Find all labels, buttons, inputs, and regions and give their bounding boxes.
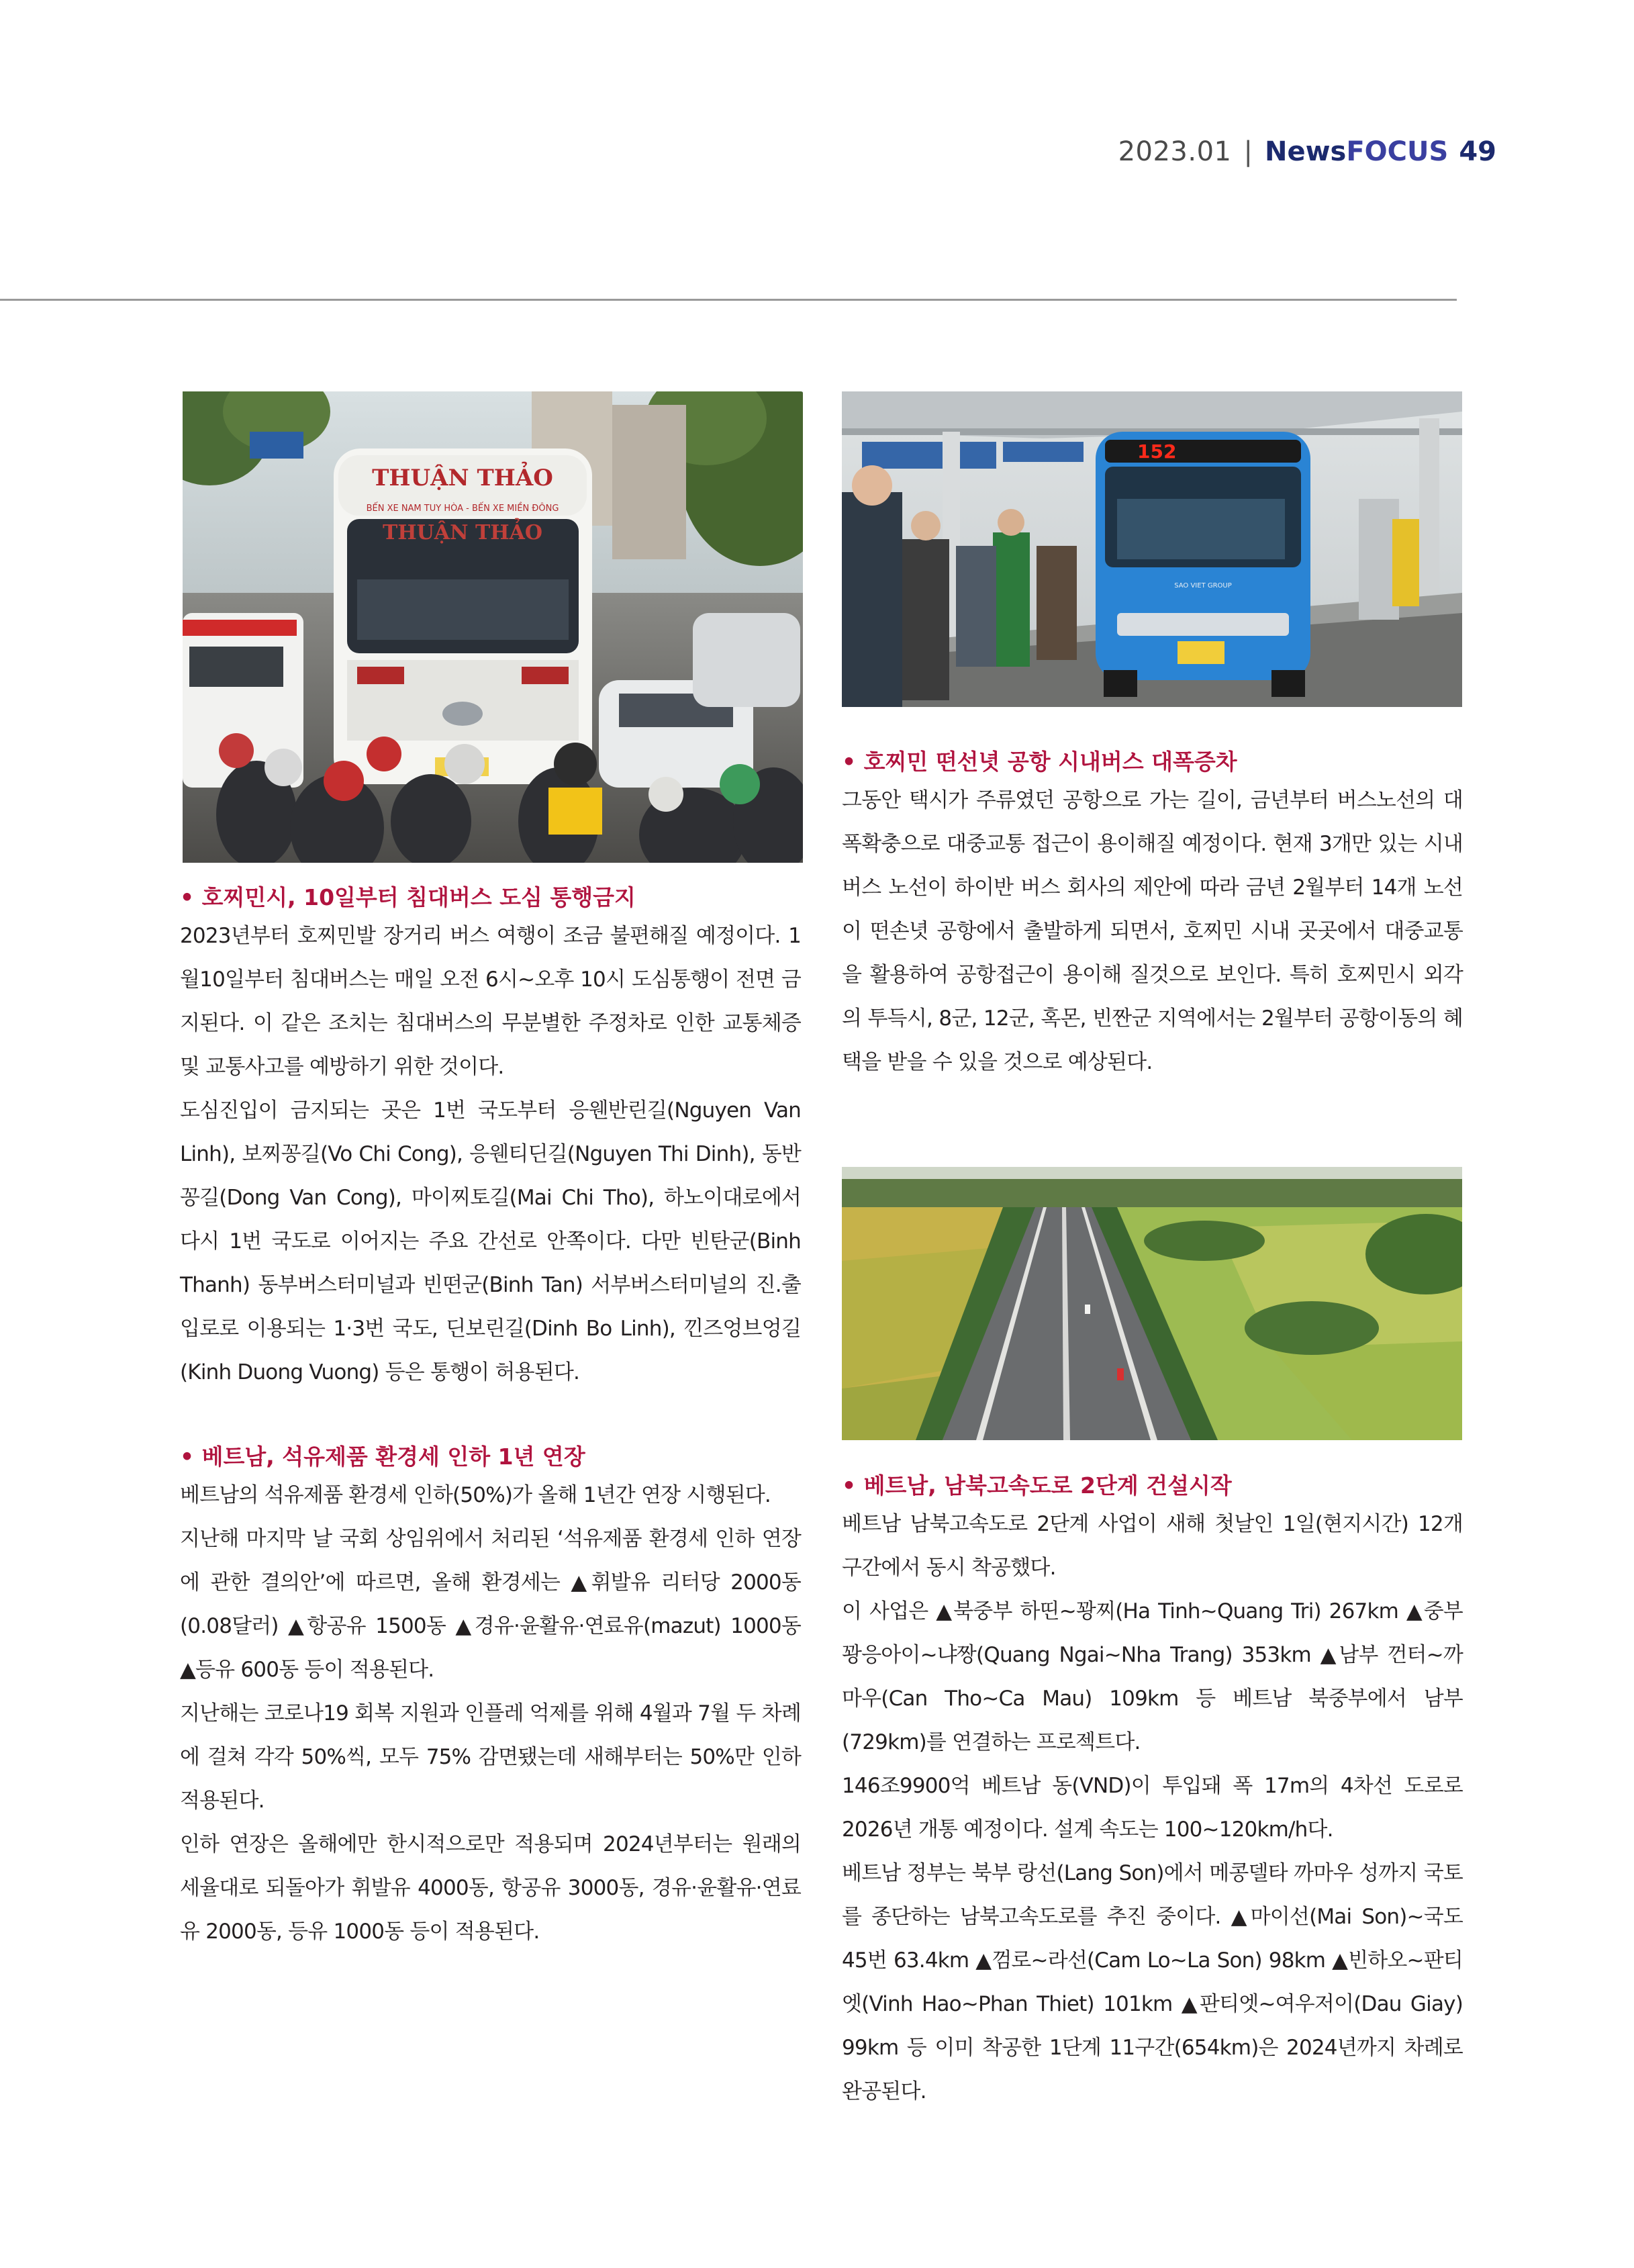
fuel-tax-paragraph: 베트남의 석유제품 환경세 인하(50%)가 올해 1년간 연장 시행된다. [180,1483,771,1507]
bus-ban-paragraph: 도심진입이 금지되는 곳은 1번 국도부터 응웬반린길(Nguyen Van Linh), 보찌꽁길(Vo Chi Cong), 응웬티딘길(Nguyen Thi Dinh), 동반꽁길(Dong Van Cong), 마이찌토길(Mai Chi Tho), 하노이대로에서 다시 1번 국도로 이어지는 주요 간선로 안쪽이다. 다만 빈탄군(Binh Thanh) 동부버스터미널과 빈떤군(Binh Tan) 서부버스터미널의 진.출입로로 이용되는 1·3번 국도, 딘보린길(Dinh Bo Linh), 낀즈엉브엉길(Kinh Duong Vuong) 등은 통행이 허용된다. [180,1098,801,1384]
expressway-paragraph: 베트남 남북고속도로 2단계 사업이 새해 첫날인 1일(현지시간) 12개 구간에서 동시 착공했다. [842,1512,1463,1580]
expressway-paragraph: 146조9900억 베트남 동(VND)이 투입돼 폭 17m의 4차선 도로로 2026년 개통 예정이다. 설계 속도는 100~120km/h다. [842,1774,1463,1842]
expressway-heading: • 베트남, 남북고속도로 2단계 건설시작 [842,1472,1232,1499]
bus-ban-paragraph: 2023년부터 호찌민발 장거리 버스 여행이 조금 불편해질 예정이다. 1월10일부터 침대버스는 매일 오전 6시~오후 10시 도심통행이 전면 금지된다. 이 같은 조치는 침대버스의 무분별한 주정차로 인한 교통체증 및 교통사고를 예방하기 위한 것이다. [180,924,801,1079]
header-rule [0,299,1457,301]
svg-text:THUẬN THẢO: THUẬN THẢO [372,465,553,491]
fuel-tax-paragraph: 인하 연장은 올해에만 한시적으로만 적용되며 2024년부터는 원래의 세율대로 되돌아가 휘발유 4000동, 항공유 3000동, 경유·윤활유·연료유 2000동, 등유 1000동 등이 적용된다. [180,1832,801,1944]
fuel-tax-paragraph: 지난해 마지막 날 국회 상임위에서 처리된 ‘석유제품 환경세 인하 연장에 관한 결의안’에 따르면, 올해 환경세는 ▲휘발유 리터당 2000동(0.08달러) ▲항공유 1500동 ▲경유·윤활유·연료유(mazut) 1000동 ▲등유 600동 등이 적용된다. [180,1527,801,1682]
expressway-paragraph: 이 사업은 ▲북중부 하띤~꽝찌(Ha Tinh~Quang Tri) 267km ▲중부 꽝응아이~냐짱(Quang Ngai~Nha Trang) 353km ▲남부 껀터~까마우(Can Tho~Ca Mau) 109km 등 베트남 북중부에서 남부(729km)를 연결하는 프로젝트다. [842,1599,1463,1754]
svg-text:BẾN XE NAM TUY HÒA - BẾN XE MI: BẾN XE NAM TUY HÒA - BẾN XE MIỀN ĐÔNG [366,504,559,514]
svg-text:THUẬN THẢO: THUẬN THẢO [382,521,543,545]
fuel-tax-paragraph: 지난해는 코로나19 회복 지원과 인플레 억제를 위해 4월과 7월 두 차례에 걸쳐 각각 50%씩, 모두 75% 감면됐는데 새해부터는 50%만 인하 적용된다. [180,1701,801,1813]
fuel-tax-heading: • 베트남, 석유제품 환경세 인하 1년 연장 [180,1444,585,1470]
right-column-bottom [842,1469,1463,2114]
expressway-paragraph: 베트남 정부는 북부 랑선(Lang Son)에서 메콩델타 까마우 성까지 국토를 종단하는 남북고속도로를 추진 중이다. ▲마이선(Mai Son)~국도 45번 63.4km ▲껌로~라선(Cam Lo~La Son) 98km ▲빈하오~판티엣(Vinh Hao~Phan Thiet) 101km ▲판티엣~여우저이(Dau Giay) 99km 등 이미 착공한 1단계 11구간(654km)은 2024년까지 차례로 완공된다. [842,1861,1463,2104]
svg-text:SAO VIET GROUP: SAO VIET GROUP [1174,582,1232,589]
airport-bus-heading: • 호찌민 떤선녓 공항 시내버스 대폭증차 [842,749,1237,775]
airport-bus-photo [842,391,1462,707]
airport-bus-paragraph: 그동안 택시가 주류였던 공항으로 가는 길이, 금년부터 버스노선의 대폭확충으로 대중교통 접근이 용이해질 예정이다. 현재 3개만 있는 시내버스 노선이 하이반 버스 회사의 제안에 따라 금년 2월부터 14개 노선이 떤손녓 공항에서 출발하게 되면서, 호찌민 시내 곳곳에서 대중교통을 활용하여 공항접근이 용이해 질것으로 보인다. 특히 호찌민시 외각의 투득시, 8군, 12군, 혹몬, 빈짠군 지역에서는 2월부터 공항이동의 혜택을 받을 수 있을 것으로 예상된다. [842,788,1463,1074]
running-header [1118,132,1496,172]
page-number: 49 [1459,136,1496,167]
expressway-aerial-photo [842,1167,1462,1440]
bus-traffic-photo [183,391,803,863]
issue-date: 2023.01 [1118,136,1232,167]
right-column-top [842,745,1463,1084]
header-separator: | [1243,136,1253,167]
left-column [180,881,801,1954]
bus-ban-heading: • 호찌민시, 10일부터 침대버스 도심 통행금지 [180,884,636,910]
brand-news: News [1264,136,1347,167]
brand-focus: FOCUS [1346,136,1449,167]
svg-text:152: 152 [1137,440,1177,463]
